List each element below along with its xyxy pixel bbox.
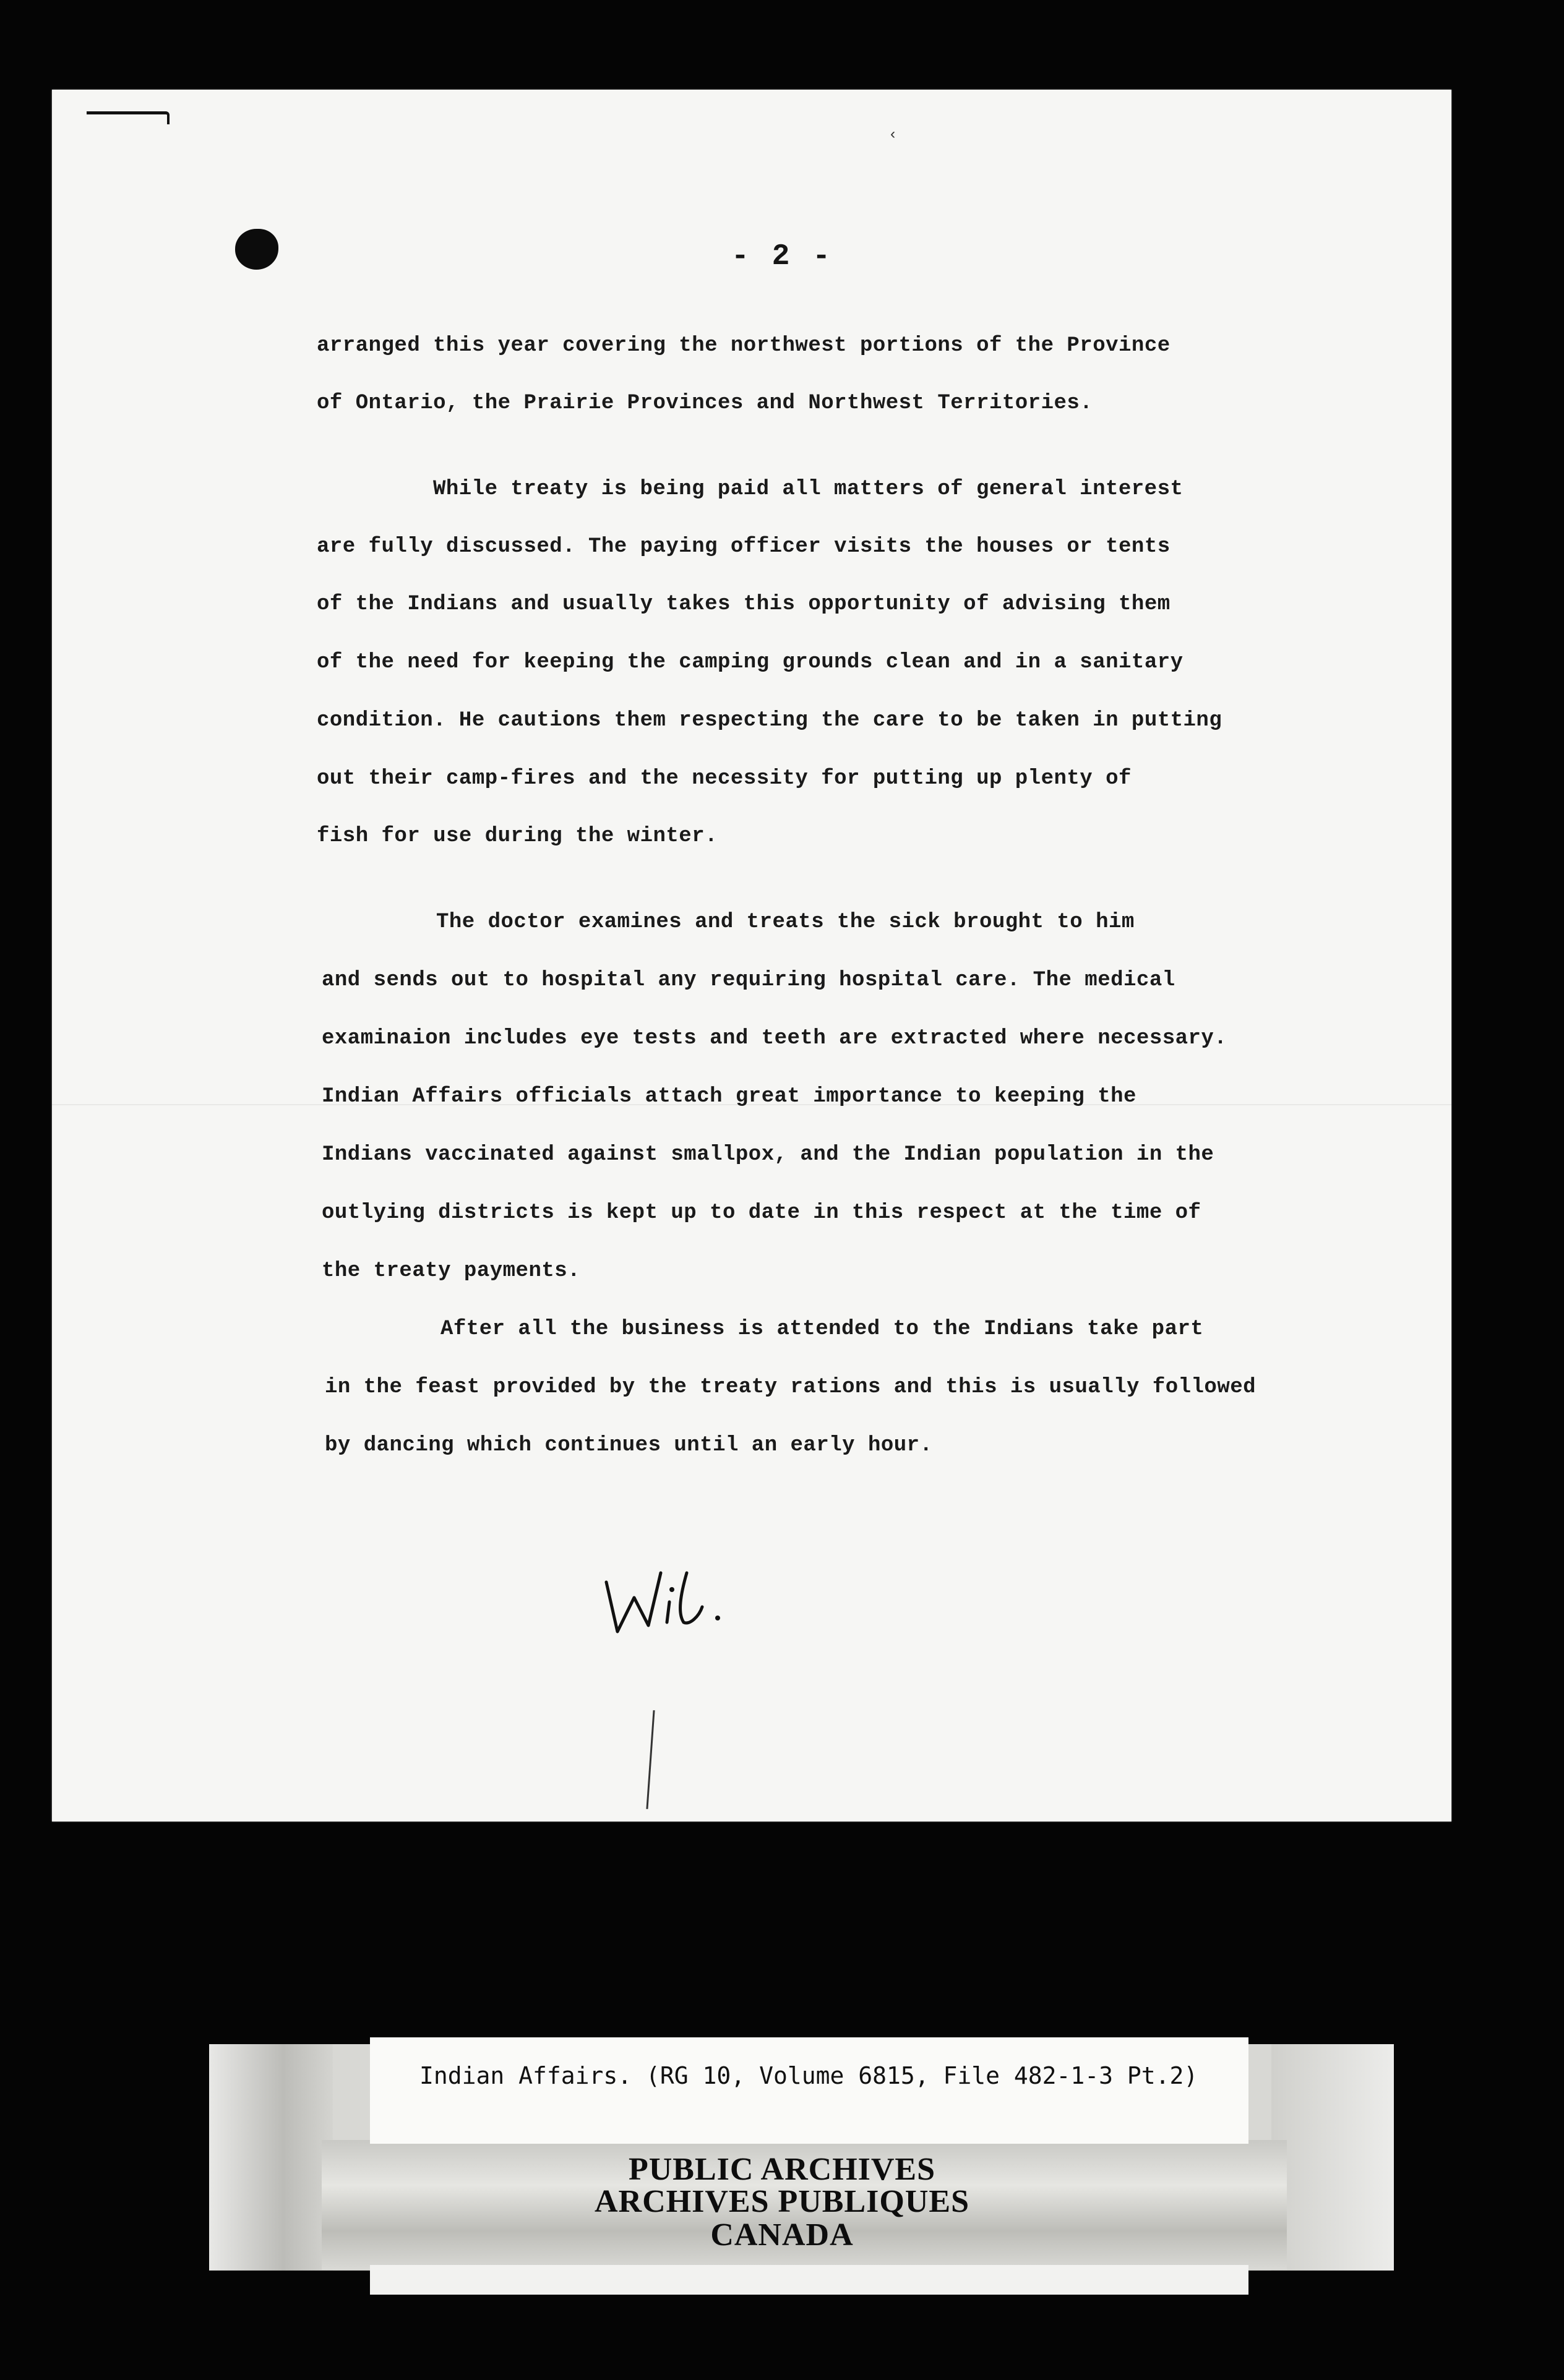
reference-card bbox=[370, 2037, 1248, 2144]
text-line: condition. He cautions them respecting the care to be taken in putting bbox=[317, 709, 1222, 732]
speck-mark: ‹ bbox=[888, 127, 898, 143]
text-line: Indian Affairs officials attach great importance to keeping the bbox=[322, 1085, 1136, 1108]
text-line: While treaty is being paid all matters of general interest bbox=[433, 477, 1184, 501]
text-line: the treaty payments. bbox=[322, 1259, 581, 1283]
text-line: of the need for keeping the camping grounds clean and in a sanitary bbox=[317, 651, 1184, 674]
text-line: fish for use during the winter. bbox=[317, 824, 718, 848]
page-number: - 2 - bbox=[731, 240, 833, 273]
text-line: outlying districts is kept up to date in this respect at the time of bbox=[322, 1201, 1201, 1225]
archive-reference: Indian Affairs. (RG 10, Volume 6815, File 482-1-3 Pt.2) bbox=[419, 2062, 1198, 2089]
stamp-line-canada: CANADA bbox=[710, 2217, 854, 2253]
label-base-card bbox=[370, 2265, 1248, 2295]
text-line: arranged this year covering the northwest portions of the Province bbox=[317, 334, 1171, 357]
text-line: of the Indians and usually takes this opportunity of advising them bbox=[317, 593, 1171, 616]
stamp-line-archives-publiques: ARCHIVES PUBLIQUES bbox=[594, 2184, 970, 2219]
text-line: of Ontario, the Prairie Provinces and Northwest Territories. bbox=[317, 392, 1093, 415]
text-line: Indians vaccinated against smallpox, and the Indian population in the bbox=[322, 1143, 1214, 1166]
text-line: The doctor examines and treats the sick brought to him bbox=[436, 910, 1135, 934]
text-line: After all the business is attended to the Indians take part bbox=[440, 1317, 1204, 1341]
corner-bracket-mark bbox=[87, 111, 170, 124]
text-line: in the feast provided by the treaty rations and this is usually followed bbox=[325, 1376, 1257, 1399]
text-line: examinaion includes eye tests and teeth are extracted where necessary. bbox=[322, 1027, 1227, 1050]
text-line: and sends out to hospital any requiring hospital care. The medical bbox=[322, 969, 1175, 992]
text-line: are fully discussed. The paying officer visits the houses or tents bbox=[317, 535, 1171, 559]
text-line: by dancing which continues until an early hour. bbox=[325, 1434, 933, 1457]
stamp-line-public-archives: PUBLIC ARCHIVES bbox=[628, 2152, 936, 2187]
text-line: out their camp-fires and the necessity for putting up plenty of bbox=[317, 767, 1132, 790]
handwritten-initials-signature bbox=[600, 1564, 742, 1644]
